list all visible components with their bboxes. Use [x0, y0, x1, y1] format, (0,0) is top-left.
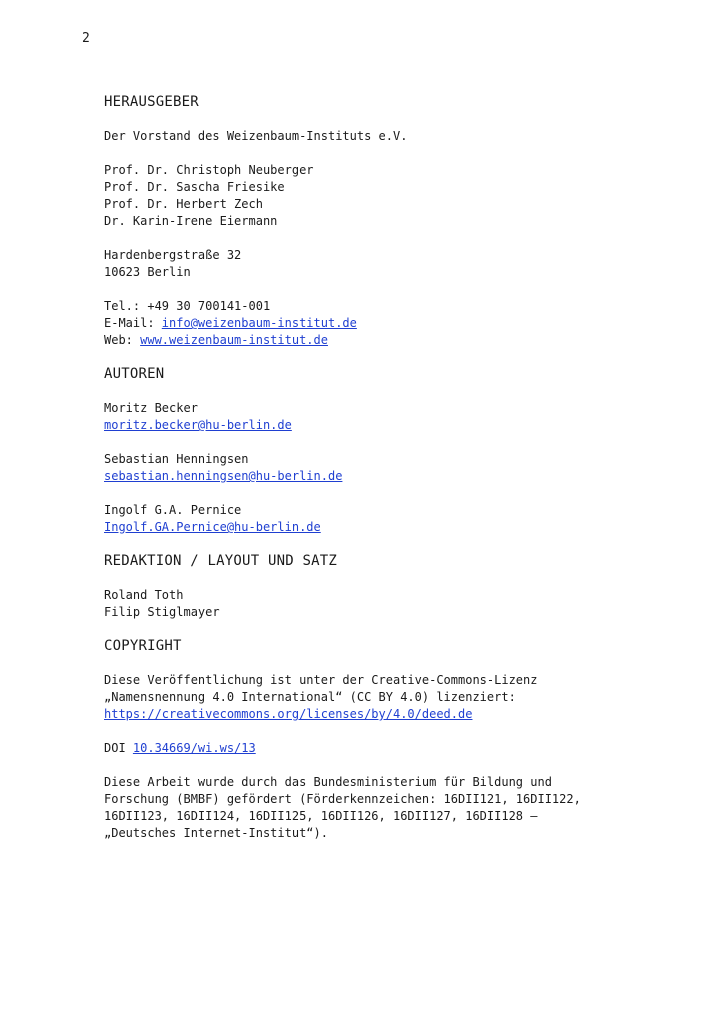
board-member: Dr. Karin-Irene Eiermann: [104, 214, 278, 228]
funding-text: Forschung (BMBF) gefördert (Förderkennzeichen: 16DII121, 16DII122,: [104, 792, 581, 806]
heading-copyright: COPYRIGHT: [104, 638, 182, 654]
contact-web-line: [104, 332, 664, 349]
license-link[interactable]: https://creativecommons.org/licenses/by/4.0/deed.de: [104, 707, 473, 721]
page-number: 2: [82, 31, 90, 46]
editor-name: Filip Stiglmayer: [104, 605, 220, 619]
author-entry: [104, 502, 664, 536]
editor-name: Roland Toth: [104, 588, 184, 602]
license-text: Diese Veröffentlichung ist unter der Creative-Commons-Lizenz: [104, 673, 538, 687]
funding-text: „Deutsches Internet-Institut“).: [104, 826, 328, 840]
author-name: Sebastian Henningsen: [104, 452, 249, 466]
license-statement: [104, 672, 664, 723]
author-email-link[interactable]: moritz.becker@hu-berlin.de: [104, 418, 292, 432]
section-herausgeber: [104, 94, 664, 349]
doi-label: DOI: [104, 741, 133, 755]
section-copyright: [104, 638, 664, 842]
contact-phone: Tel.: +49 30 700141-001: [104, 299, 271, 313]
board-member: Prof. Dr. Christoph Neuberger: [104, 163, 314, 177]
author-name: Moritz Becker: [104, 401, 198, 415]
heading-autoren: AUTOREN: [104, 366, 165, 382]
website-link[interactable]: www.weizenbaum-institut.de: [140, 333, 328, 347]
funding-text: 16DII123, 16DII124, 16DII125, 16DII126, 16DII127, 16DII128 –: [104, 809, 538, 823]
contact-email-line: [104, 315, 664, 332]
board-member: Prof. Dr. Herbert Zech: [104, 197, 263, 211]
author-entry: [104, 451, 664, 485]
editors: [104, 587, 664, 621]
doi-line: [104, 740, 664, 757]
publisher-org: Der Vorstand des Weizenbaum-Instituts e.V.: [104, 129, 408, 143]
contact: [104, 298, 664, 349]
doi-link[interactable]: 10.34669/wi.ws/13: [132, 741, 256, 755]
funding-text: Diese Arbeit wurde durch das Bundesministerium für Bildung und: [104, 775, 552, 789]
imprint-content: [104, 94, 664, 859]
email-link[interactable]: info@weizenbaum-institut.de: [161, 316, 357, 330]
board-member: Prof. Dr. Sascha Friesike: [104, 180, 285, 194]
heading-redaktion: REDAKTION / LAYOUT UND SATZ: [104, 553, 337, 569]
email-label: E-Mail:: [104, 316, 162, 330]
heading-herausgeber: HERAUSGEBER: [104, 94, 199, 110]
author-name: Ingolf G.A. Pernice: [104, 503, 242, 517]
section-redaktion: [104, 553, 664, 621]
section-autoren: [104, 366, 664, 536]
author-email-link[interactable]: sebastian.henningsen@hu-berlin.de: [104, 469, 343, 483]
board-members: [104, 162, 664, 230]
license-text: „Namensnennung 4.0 International“ (CC BY 4.0) lizenziert:: [104, 690, 516, 704]
author-entry: [104, 400, 664, 434]
funding-statement: [104, 774, 664, 842]
author-email-link[interactable]: Ingolf.GA.Pernice@hu-berlin.de: [104, 520, 321, 534]
address-city: 10623 Berlin: [104, 265, 191, 279]
address: [104, 247, 664, 281]
web-label: Web:: [104, 333, 141, 347]
address-street: Hardenbergstraße 32: [104, 248, 242, 262]
